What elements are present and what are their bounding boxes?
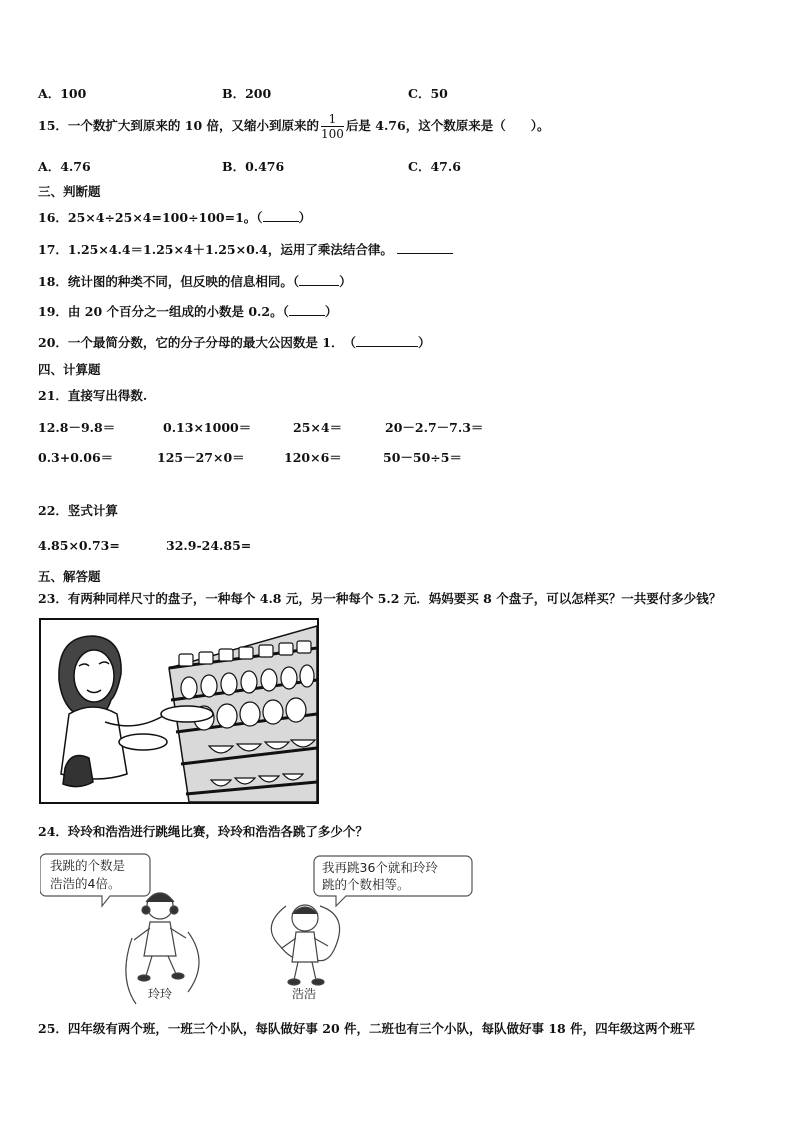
bubble-right-line-2: 跳的个数相等。 [322,877,410,892]
bubble-left-line-2: 浩浩的4倍。 [50,876,121,891]
q16-text: 16．25×4÷25×4=100÷100=1。（ [38,210,263,225]
q15-text-after: 后是 4.76，这个数原来是（ ）。 [345,118,550,133]
q15-option-b: B．0.476 [222,159,285,174]
q16-close-paren: ） [298,210,312,225]
haohao-speech-bubble [314,856,472,906]
q15-option-c: C．47.6 [408,159,461,174]
q17-text: 17．1.25×4.4＝1.25×4＋1.25×0.4，运用了乘法结合律。 [38,242,393,257]
q14-option-c: C．50 [408,86,448,101]
q18-answer-blank[interactable] [299,274,339,286]
q15-frac-numerator: 1 [321,112,344,127]
q14-option-a: A．100 [38,86,87,101]
q19-close-paren: ） [324,304,338,319]
jump-rope-illustration [40,850,480,1008]
q19-text: 19．由 20 个百分之一组成的小数是 0.2。（ [38,304,289,319]
q18-text: 18．统计图的种类不同，但反映的信息相同。（ [38,274,300,289]
q15-frac-denominator: 100 [321,127,344,141]
question-23: 23．有两种同样尺寸的盘子，一种每个 4.8 元，另一种每个 5.2 元．妈妈要买 8 个盘子，可以怎样买？一共要付多少钱？ [38,591,722,606]
vertical-calc-item: 4.85×0.73= [38,538,120,553]
vertical-calc-item: 32.9-24.85= [166,538,252,553]
bubble-right-line-1: 我再跳36个就和玲玲 [322,860,438,875]
section-4-heading: 四、计算题 [38,362,101,377]
calc-item: 50－50÷5＝ [383,450,462,465]
q20-text: 20．一个最简分数，它的分子分母的最大公因数是 1． （ [38,335,356,350]
calc-item: 120×6＝ [284,450,342,465]
q20-answer-blank[interactable] [356,335,418,347]
haohao-figure [271,905,339,985]
calc-item: 12.8－9.8＝ [38,420,116,435]
calc-item: 25×4＝ [293,420,343,435]
question-22: 22．竖式计算 [38,503,118,518]
question-19 [38,302,337,320]
q15-option-a: A．4.76 [38,159,91,174]
question-21: 21．直接写出得数. [38,388,148,403]
q19-answer-blank[interactable] [289,304,325,316]
question-24: 24．玲玲和浩浩进行跳绳比赛，玲玲和浩浩各跳了多少个？ [38,824,368,839]
section-5-heading: 五、解答题 [38,569,101,584]
question-17 [38,240,453,258]
section-3-heading: 三、判断题 [38,184,101,199]
calc-item: 0.3+0.06＝ [38,450,114,465]
q15-fraction [321,112,344,141]
calc-item: 125－27×0＝ [157,450,245,465]
question-16 [38,208,311,226]
q14-option-b: B．200 [222,86,272,101]
q16-answer-blank[interactable] [263,210,299,222]
lingling-speech-bubble [40,854,150,906]
q17-answer-blank[interactable] [397,242,453,254]
plates-shopping-illustration [39,618,319,804]
question-18 [38,272,352,290]
q20-close-paren: ） [417,335,431,350]
haohao-name-label: 浩浩 [292,987,317,1001]
calc-item: 0.13×1000＝ [163,420,252,435]
question-20 [38,333,430,351]
lingling-name-label: 玲玲 [148,987,173,1001]
bubble-left-line-1: 我跳的个数是 [50,858,126,873]
calc-item: 20－2.7－7.3＝ [385,420,484,435]
q15-text-before: 15．一个数扩大到原来的 10 倍，又缩小到原来的 [38,118,319,133]
question-15 [38,112,549,141]
question-25: 25．四年级有两个班，一班三个小队，每队做好事 20 件，二班也有三个小队，每队做好事 18 件，四年级这两个班平 [38,1021,696,1036]
q18-close-paren: ） [339,274,352,289]
